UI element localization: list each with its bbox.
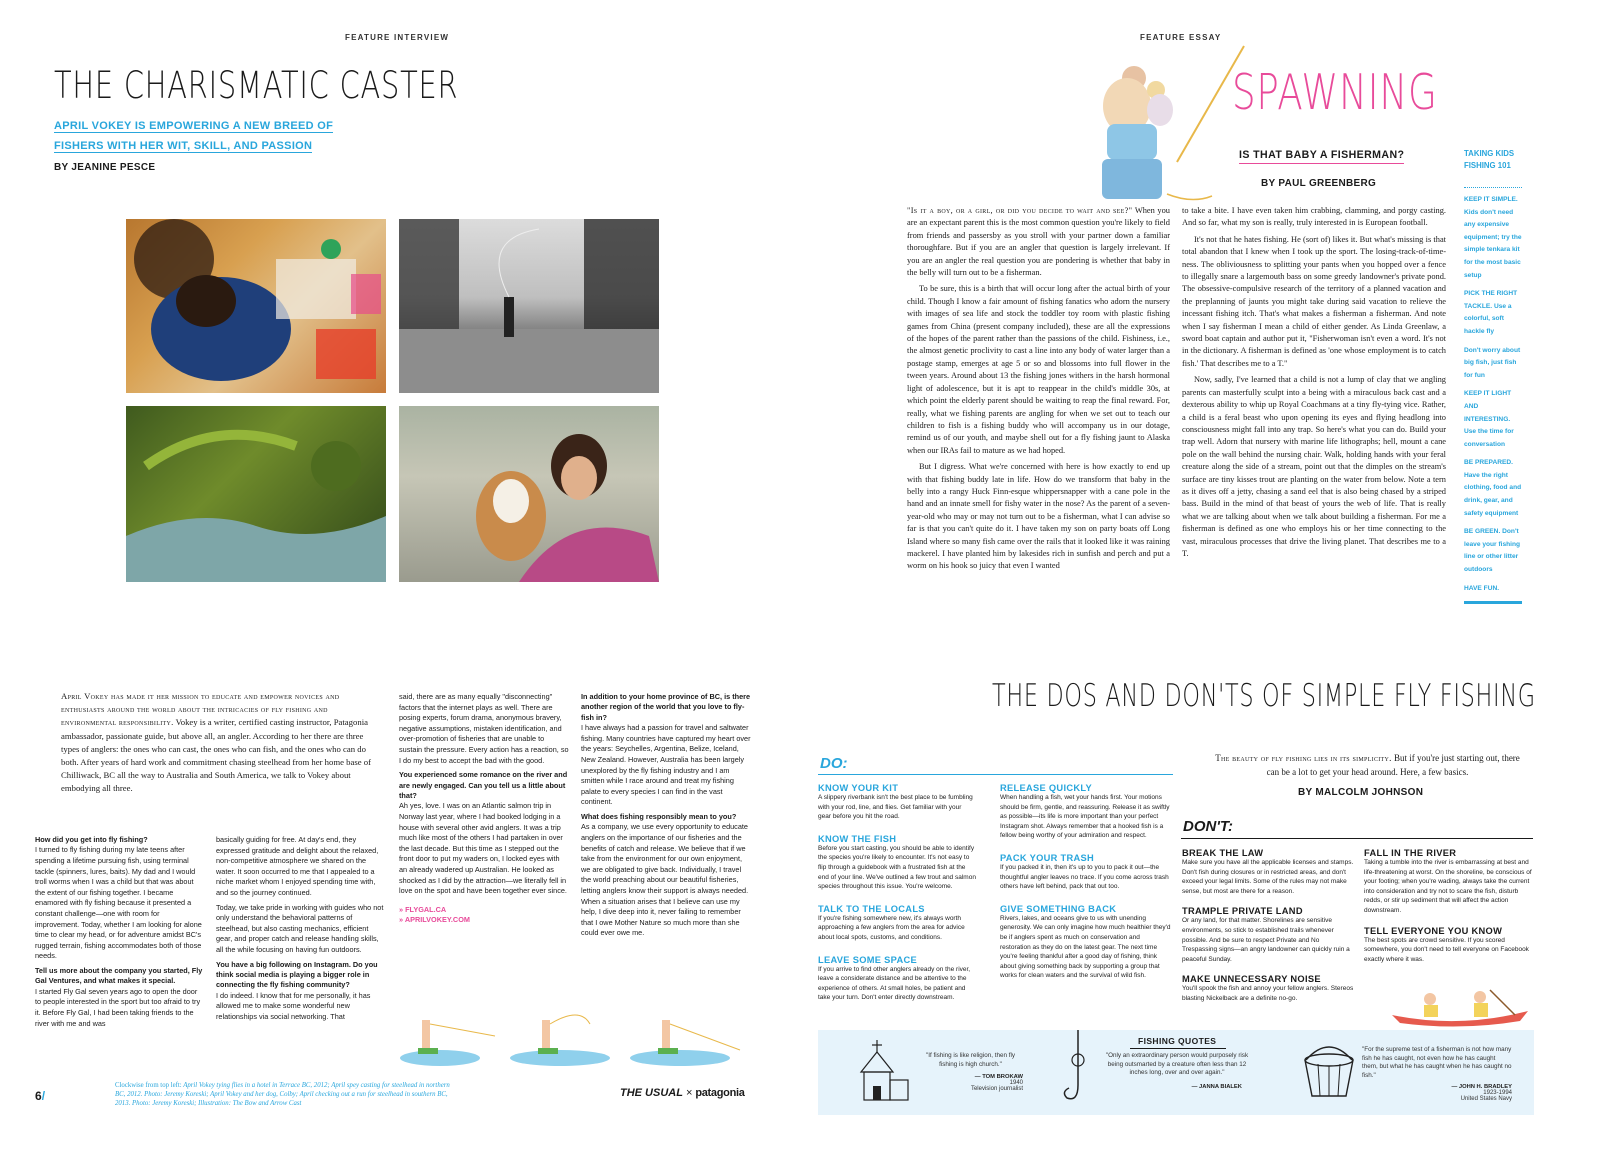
dont-rule [1181, 838, 1533, 839]
question-5: In addition to your home province of BC, is there another region of the world that you love to fly-fish in? [581, 692, 751, 722]
footer-patagonia: patagonia [695, 1087, 745, 1099]
do-label: DO: [820, 755, 848, 772]
essay-column-1 [907, 205, 1170, 577]
essay-paragraph-3-continued: to take a bite. I have even taken him crabbing, clamming, and porgy casting. And so far, what my son is really, truly interested in is European football. [1182, 206, 1446, 228]
church-illustration [855, 1040, 911, 1104]
dont-tip-head: MAKE UNNECESSARY NOISE [1182, 974, 1321, 985]
answer-5: I have always had a passion for travel and saltwater fishing. Many countries have captured my heart over the years: Seychelles, Argentina, Belize, Iceland, New Zealand. However, Australia has been largely unexplored by the fly fishing industry and I am smitten while I race around and treat my fishing palate to every species I can find in the vast continent. [581, 723, 751, 807]
do-tip [818, 834, 976, 892]
sidebar-item [1464, 345, 1522, 383]
deck-line-1: APRIL VOKEY IS EMPOWERING A NEW BREED OF [54, 120, 334, 132]
essay-byline: BY PAUL GREENBERG [1261, 178, 1377, 189]
photo-steelhead-run [126, 406, 386, 582]
quote-3-role: United States Navy [1460, 1096, 1512, 1103]
do-tip-body: If you're fishing somewhere new, it's always worth approaching a few anglers from the area for advice about local spots, customs, and conditions. [818, 914, 965, 941]
page-number-value: 6 [35, 1089, 42, 1103]
dont-tip-body: You'll spook the fish and annoy your fellow anglers. Stereos blasting Nickelback are a definite no-go. [1182, 985, 1354, 1002]
do-tip-body: Before you start casting, you should be able to identify the species you're likely to encounter. It's not easy to flip through a guidebook with a frustrated fish at the end of your line. We've outlined a few trout and salmon species throughout this issue. You're welcome. [818, 844, 976, 891]
essay-p1-text: When you are an expectant parent this is the most common question you're likely to field from friends and passersby as you stroll with your partner down a familiar thoroughfare. But if you are an angler that question is largely irrelevant. If you are an angler the real question you are pondering is whether that baby in the belly will turn out to be a fisherman. [907, 206, 1170, 278]
sidebar-item [1464, 388, 1522, 451]
link-aprilvokey[interactable]: » APRILVOKEY.COM [399, 915, 470, 925]
sidebar-item-body: Kids don't need any expensive equipment; try the simple tenkara kit for the most basic setup [1464, 208, 1522, 279]
church-icon [855, 1040, 911, 1104]
question-4: You experienced some romance on the river and are newly engaged. Can you tell us a little about that? [399, 770, 568, 800]
essay-subtitle: IS THAT BABY A FISHERMAN? [1239, 149, 1404, 164]
question-6: What does fishing responsibly mean to you? [581, 811, 737, 821]
do-tip [1000, 904, 1172, 981]
do-tip [818, 783, 976, 822]
quote-1-year: 1940 [1009, 1080, 1023, 1087]
interview-intro [61, 690, 373, 796]
dont-tip [1364, 848, 1534, 916]
answer-2: I started Fly Gal seven years ago to open the door to people interested in the sport but too afraid to try it. Before Fly Gal, I had been taking friends to the river with me and was [35, 986, 201, 1028]
dont-tip-body: The best spots are crowd sensitive. If you scored somewhere, you don't need to tell everyone on Facebook exactly where it was. [1364, 936, 1529, 963]
sidebar-title-2: FISHING 101 [1464, 161, 1511, 170]
answer-3-continued: said, there are as many equally "disconnecting" factors that the internet plays as well. There are posing experts, forum drama, anonymous bravery, negative assumptions, mistaken identification, and over-promotion of fisheries that are unable to sustain the pressure. Every action has a reaction, so I do my best to accept the bad with the good. [399, 692, 569, 765]
sidebar-item [1464, 288, 1522, 338]
essay-lead: "Is it a boy, or a girl, or did you decide to wait and see?" [907, 206, 1133, 215]
answer-2-continued: basically guiding for free. At day's end, they expressed gratitude and delight about the relaxed, non-competitive atmosphere we shared on the water. It soon occurred to me that I appealed to a niche market whom I enjoyed spending time with, and so the journey continued. [216, 835, 379, 897]
do-tip-body: A slippery riverbank isn't the best place to be fumbling with your rod, line, and flies. Get familiar with your gear before you hit the road. [818, 794, 973, 821]
bucket-icon [1300, 1040, 1358, 1100]
casting-illustration [400, 1010, 750, 1070]
quote-3 [1362, 1046, 1512, 1102]
answer-2-paragraph-2: Today, we take pride in working with guides who not only understand the behavioral patterns of steelhead, but also casting mechanics, efficient gear, and proper catch and release handling skills, all the while focusing on having fun outdoors. [216, 902, 384, 954]
sidebar-title-1: TAKING KIDS [1464, 149, 1515, 158]
do-tip-head: KNOW YOUR KIT [818, 783, 899, 793]
do-tip-head: RELEASE QUICKLY [1000, 783, 1092, 793]
sidebar-item-body: Have the right clothing, food and drink, gear, and safety equipment [1464, 471, 1522, 517]
quote-1 [918, 1052, 1023, 1092]
dont-column-1 [1182, 848, 1354, 1004]
question-2: Tell us more about the company you started, Fly Gal Ventures, and what makes it special. [35, 965, 203, 986]
sidebar-item-body: Use a colorful, soft hackle fly [1464, 302, 1512, 335]
answer-6: As a company, we use every opportunity to educate anglers on the importance of our fisheries and the benefits of catch and release. We believe that if we take from the environment for our own enjoyment, we are obligated to give back. Individually, I travel the world preaching about our beautiful fisheries, letting anglers know their support is always needed. When a situation arises that I believe can use my help, I dive deep into it, never failing to remember that I owe Mother Nature so much more than she could ever owe me. [581, 822, 749, 938]
essay-paragraph-3: But I digress. What we're concerned with here is how exactly to end up with that fishing buddy late in life. How do we transform that baby in the belly into a rangy Huck Finn-esque whippersnapper with a cane pole in the hand and an innate smell for fishy water in the nose? As the parent of a seven-year-old who may or may not turn out to be a fisherman, what I can advise so far is that you can't quite do it. I have taken my son on party boats off Long Island where so many fish came over the rails that it looked like it was raining mackerel. I have planted him by lakesides rich in sunfish and perch and put a worm on his hook so juicy that even I wanted [907, 462, 1170, 571]
do-tip [1000, 853, 1172, 892]
sidebar-item-head: BE GREEN. [1464, 528, 1501, 536]
interview-title: THE CHARISMATIC CASTER [54, 64, 459, 107]
dos-donts-byline: BY MALCOLM JOHNSON [1298, 787, 1424, 798]
photo-steelhead-run-art [126, 406, 386, 582]
section-label-essay: FEATURE ESSAY [1140, 33, 1222, 42]
casting-illustration-art [400, 1010, 750, 1070]
sidebar-item-head: Don't worry [1464, 346, 1501, 354]
interview-byline: BY JEANINE PESCE [54, 162, 156, 173]
sidebar-item-body: Use the time for conversation [1464, 428, 1514, 448]
do-tip-body: If you arrive to find other anglers already on the river, leave a considerate distance and be attentive to the experience of others. At small holes, be patient and take your turn. Don't enter directly downstream. [818, 965, 971, 1002]
caption-text: April Vokey tying flies in a hotel in Terrace BC, 2012; April spey casting for steelhead in northern BC, 2012. Photo: Jeremy Koreski; April Vokey and her dog, Colby; April checking out a run for steelhead in southern BC, 2013. Photo: Jeremy Koreski; Illustration: The Bow and Arrow Cast [115, 1082, 450, 1107]
sidebar-item-body: Don't leave your fishing line or other litter outdoors [1464, 528, 1521, 574]
quote-2-author: — JANNA BIALEK [1191, 1083, 1242, 1090]
do-tip [1000, 783, 1172, 841]
dont-column-2 [1364, 848, 1534, 964]
dont-tip-body: Taking a tumble into the river is embarrassing at best and life-threatening at worst. On the shoreline, be conscious of your footing; when you're wading, always take the current into consideration and try not to scare the fish, disturb redds, or stir up sediment that will affect the action downstream. [1364, 859, 1532, 914]
photo-april-and-dog-art [399, 406, 659, 582]
sidebar-item-head: KEEP IT LIGHT AND INTERESTING. [1464, 390, 1512, 423]
hook-illustration [1063, 1030, 1093, 1110]
essay-column-2 [1182, 205, 1446, 564]
grandparent-child-illustration [1082, 44, 1252, 209]
dos-donts-title: THE DOS AND DON'TS OF SIMPLE FLY FISHING [992, 678, 1536, 714]
quote-3-text: "For the supreme test of a fisherman is not how many fish he has caught, not even how he has caught them, but what he has caught when he has caught no fish." [1362, 1046, 1512, 1079]
quote-1-text: "If fishing is like religion, then fly fishing is high church." [925, 1052, 1016, 1068]
footer-usual: THE USUAL [620, 1087, 683, 1099]
essay-paragraph-1 [907, 205, 1170, 279]
dont-tip-body: Or any land, for that matter. Shorelines are sensitive environments, so stick to established trails whenever possible. And be sure to respect Private and No Trespassing signs—an angry landowner can quickly ruin a peaceful Sunday. [1182, 917, 1350, 963]
do-tip-body: When handling a fish, wet your hands first. Your motions should be firm, gentle, and reassuring. Release it as swiftly as possible—its life is more important than your perfect Instagram shot. Always remember that a hooked fish is a fellow being worthy of your admiration and respect. [1000, 794, 1170, 840]
footer-times: × [685, 1087, 693, 1099]
question-3: You have a big following on Instagram. Do you think social media is playing a bigger role in connecting the fly fishing community? [216, 959, 378, 990]
quote-2 [1098, 1052, 1256, 1090]
dos-intro-rest: But if you're just starting out, there can be a lot to get your head around. Here, a few basics. [1266, 753, 1520, 777]
photo-caption [115, 1081, 450, 1108]
photo-fly-tying-art [126, 219, 386, 393]
quote-3-year: 1923-1994 [1483, 1090, 1512, 1097]
dont-tip [1182, 848, 1354, 896]
sidebar-bottom-rule [1464, 601, 1522, 604]
qa-column-3 [399, 692, 569, 926]
dont-tip [1182, 974, 1354, 1003]
canoe-art [1390, 985, 1530, 1030]
quote-1-role: Television journalist [970, 1086, 1023, 1093]
photo-april-and-dog [399, 406, 659, 582]
page-number: 6/ [35, 1089, 46, 1103]
intro-lead: April Vokey has made it her mission to educate and empower novices and enthusiasts around the world about the intricacies of fly fishing and environmental responsibility. [61, 691, 340, 728]
essay-paragraph-4: It's not that he hates fishing. He (sort of) likes it. But what's missing is that total abandon that I knew when I took up the sport. The losing-track-of-time-ness. The obliviousness to splitting your pants when you hopped over a fence to illegally snare a largemouth bass on some greedy landowner's private pond. The obsessive-compulsive research of the territory of a planned vacation and the preplanning of jaunts you might take during said vacation to relieve the incessant fishing itch. That's what makes a fisherman a fisherman. And note when I say fisherman I mean a child of either gender. As Linda Greenlaw, a sword boat captain and author put it, "Fisherwoman isn't even a word. It's not in the dictionary. A fisherman is defined as 'one whose employment is to catch fish.' That describes me to a T." [1182, 234, 1446, 368]
dont-tip-head: BREAK THE LAW [1182, 848, 1264, 858]
dos-intro-lead: The beauty of fly fishing lies in its simplicity. [1215, 753, 1392, 763]
interview-deck [54, 116, 374, 156]
dont-label: DON'T: [1183, 818, 1233, 835]
answer-1: I turned to fly fishing during my late teens after spending a lifetime pursuing fish, using terminal tackle (spinners, lures, baits). My dad and I would troll worms when I was a child but that was about the extent of our fishing together. I became enamored with fly fishing because it presented a constant challenge—one with room for improvement. Today, whether I am looking for alone time to clear my head, or for adventure amidst BC's rugged terrain, fishing accommodates both of those needs. [35, 845, 202, 961]
sidebar-item [1464, 194, 1522, 282]
fishing-hook-icon [1063, 1030, 1093, 1110]
quotes-title: FISHING QUOTES [1138, 1036, 1217, 1046]
do-tip-body: If you packed it in, then it's up to you to pack it out—the thoughtful angler leaves no trace. If you come across trash others have left behind, pack that out too. [1000, 863, 1169, 891]
qa-column-2 [216, 835, 386, 1027]
taking-kids-sidebar [1464, 148, 1522, 604]
link-flygal[interactable]: » FLYGAL.CA [399, 904, 447, 914]
do-tip-body: Rivers, lakes, and oceans give to us with unending generosity. We can only imagine how much healthier they'd be if anglers spent as much on conservation and restoration as they do on the latest gear. The next time you're feeling thankful after a good day of fishing, think about giving something back by supporting a group that works for clean waters and the survival of wild fish. [1000, 914, 1171, 980]
dont-tip [1182, 906, 1354, 964]
do-tip [818, 955, 976, 1003]
section-label-interview: FEATURE INTERVIEW [345, 33, 450, 42]
sidebar-item-head: PICK THE RIGHT TACKLE. [1464, 290, 1518, 310]
quotes-title-rule [1130, 1048, 1226, 1049]
do-rule [818, 774, 1173, 775]
deck-line-2: FISHERS WITH HER WIT, SKILL, AND PASSION [54, 140, 313, 152]
intro-body: Vokey is a writer, certified casting instructor, Patagonia ambassador, passionate guide, but above all, an angler. According to her there are three types of anglers: the ones who can cast, the ones who can fish, and the ones who can do both. After years of hard work and commitment chasing steelhead from her home base of Chilliwack, BC all the way to Australia and South America, we talk to Vokey about embodying all three. [61, 717, 371, 794]
sidebar-item-body: about big fish, just fish for fun [1464, 346, 1521, 379]
photo-spey-casting-art [399, 219, 659, 393]
do-tip-head: TALK TO THE LOCALS [818, 903, 925, 914]
sidebar-item-head: KEEP IT SIMPLE. [1464, 196, 1518, 203]
quote-2-text: "Only an extraordinary person would purposely risk being outsmarted by a creature often less than 12 inches long, over and over again." [1105, 1052, 1249, 1077]
photo-spey-casting [399, 219, 659, 393]
canoe-illustration [1390, 985, 1530, 1030]
caption-lead: Clockwise from top left: [115, 1082, 182, 1089]
quote-3-author: — JOHN H. BRADLEY [1451, 1084, 1512, 1091]
essay-paragraph-2: To be sure, this is a birth that will occur long after the actual birth of your child. Though I know a fair amount of fishing fanatics who adorn the nursery with images of sea life and stock the toddler toy room with plastic fishing games from China (present company included), these are all the expressions of the hopes of the parent rather than the passions of the child. Fishiness, i.e., the almost genetic proclivity to cast a line into any body of water larger than a postage stamp, emerges at age 5 or so and blossoms into full flower in the tween years. Around about 13 the fishing jones withers in the harsh hormonal light of adolescence, but it is apt to reappear in the child's middle 30s, at which point the elderly parent should be waiting to reap the final reward. For, really, what we fishing parents are angling for when we set out to teach our children to fish is a fishing buddy who will accompany us in our dotage, remind us of our youth, and maybe shell out for a fly fishing jaunt to Alaska when our IRAs fail to mature as we had hoped. [907, 284, 1170, 455]
dont-tip-body: Make sure you have all the applicable licenses and stamps. Don't fish during closures or in restricted areas, and don't exceed your legal limits. Some of the rules may not make sense, but most are there for a reason. [1182, 859, 1354, 895]
footer-logo [620, 1087, 745, 1099]
do-column-1 [818, 783, 976, 1003]
dont-tip-head: TRAMPLE PRIVATE LAND [1182, 906, 1303, 917]
photo-fly-tying [126, 219, 386, 393]
answer-4: Ah yes, love. I was on an Atlantic salmon trip in Norway last year, where I had booked lodging in a house with several other avid anglers. It was a trip much like most of the others I had partaken in over the last decade. But this time as I stepped out the front door to put my waders on, I locked eyes with an already wadered up Australian. He looked as shocked as I did by the attraction—we literally fell in love on the spot and have been together ever since. [399, 801, 567, 896]
sidebar-divider [1464, 172, 1522, 188]
sidebar-item [1464, 526, 1522, 576]
answer-3: I do indeed. I know that for me personally, it has allowed me to make some wonderful new relationships via social networking. That [216, 990, 371, 1021]
dont-tip [1364, 926, 1534, 965]
dos-donts-intro [1210, 751, 1525, 779]
do-tip [818, 904, 976, 943]
sidebar-item [1464, 457, 1522, 520]
bucket-illustration [1300, 1040, 1358, 1100]
sidebar-item-head: BE PREPARED. [1464, 459, 1513, 467]
question-1: How did you get into fly fishing? [35, 835, 148, 844]
sidebar-item-head: HAVE FUN. [1464, 584, 1500, 592]
do-tip-head: LEAVE SOME SPACE [818, 954, 917, 965]
do-column-2 [1000, 783, 1172, 981]
do-tip-head: KNOW THE FISH [818, 833, 897, 844]
qa-column-4 [581, 692, 751, 943]
dont-tip-head: FALL IN THE RIVER [1364, 848, 1457, 858]
quote-1-author: — TOM BROKAW [974, 1074, 1023, 1081]
essay-title: SPAWNING [1232, 64, 1438, 121]
dont-tip-head: TELL EVERYONE YOU KNOW [1364, 925, 1503, 936]
essay-paragraph-5: Now, sadly, I've learned that a child is not a lump of clay that we angling parents can masterfully sculpt into a being with a miraculous back cast and a dexterous ability to whip up Royal Coachmans at a tiny fly-tying vice. Rather, a child is a feral beast who upon opening its eyes and flying headlong into consciousness might fall into any trap. So here's what you can do. Build your trap well. Adorn that nursery with marine life lithographs; hell, mount a cane pole on the wall behind the nursing chair. Walk, holding hands with your feral creature along the side of a stream, point out that the dimples on the stream's surface are tiny kisses trout are planting on the water from below. Note a tern as it dives off a jetty, chasing a sand eel that is also being chased by a striped bass. Build in the mind of that beast of yours the web of life. That is really what we are talking about when we talk about building a fisherman. For me a fisherman is defined as one who employs his or her time connecting to the vast, miraculous processes that drive the living planet. That describes me to a T. [1182, 375, 1446, 558]
qa-column-1 [35, 835, 205, 1033]
do-tip-head: PACK YOUR TRASH [1000, 852, 1095, 863]
sidebar-item [1464, 583, 1522, 596]
grandparent-child-art [1082, 44, 1252, 209]
do-tip-head: GIVE SOMETHING BACK [1000, 903, 1117, 914]
